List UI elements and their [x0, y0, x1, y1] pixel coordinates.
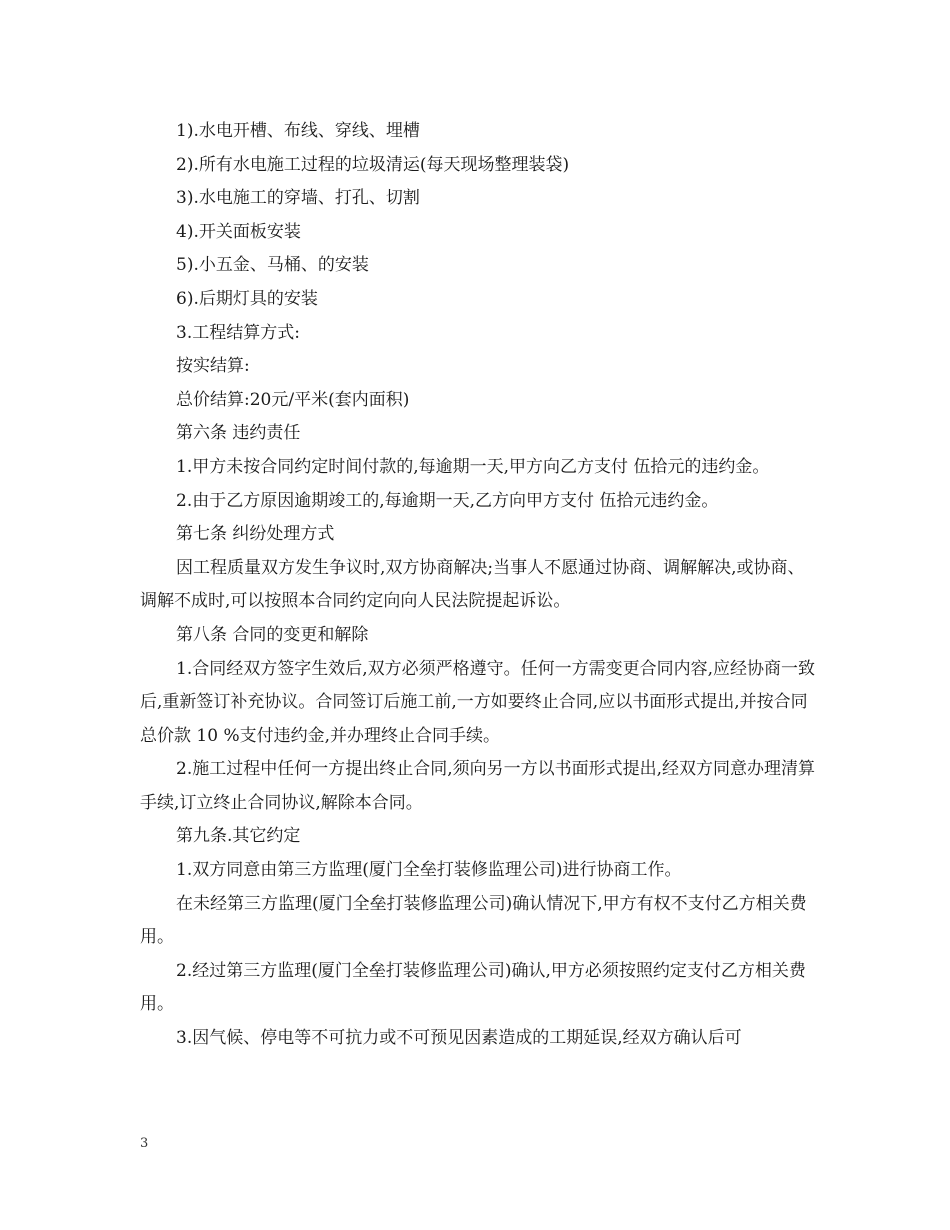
- settlement-heading: 3.工程结算方式:: [176, 322, 300, 343]
- article-9-clause-1-note: 在未经第三方监理(厦门全垒打装修监理公司)确认情况下,甲方有权不支付乙方相关费用。: [140, 893, 807, 948]
- article-8-clause-1: 1.合同经双方签字生效后,双方必须严格遵守。任何一方需变更合同内容,应经协商一致后,重新签订补充协议。合同签订后施工前,一方如要终止合同,应以书面形式提出,并按合同总价款 10 %支付违约金,并办理终止合同手续。: [140, 658, 816, 746]
- paragraph-item-4: 4).开关面板安装: [176, 221, 301, 242]
- settlement-actual: 按实结算:: [176, 356, 250, 377]
- paragraph-item-3: 3).水电施工的穿墙、打孔、切割: [176, 188, 420, 209]
- paragraph-item-2: 2).所有水电施工过程的垃圾清运(每天现场整理装袋): [176, 154, 570, 175]
- article-7-heading: 第七条 纠纷处理方式: [176, 524, 335, 545]
- document-body: [140, 115, 820, 1056]
- article-6-heading: 第六条 违约责任: [176, 423, 301, 444]
- article-9-clause-1: 1.双方同意由第三方监理(厦门全垒打装修监理公司)进行协商工作。: [176, 860, 682, 881]
- article-6-clause-2: 2.由于乙方原因逾期竣工的,每逾期一天,乙方向甲方支付 伍拾元违约金。: [176, 490, 719, 511]
- article-7-body: 因工程质量双方发生争议时,双方协商解决;当事人不愿通过协商、调解解决,或协商、调解不成时,可以按照本合同约定向向人民法院提起诉讼。: [140, 557, 805, 612]
- article-9-heading: 第九条.其它约定: [176, 826, 301, 847]
- paragraph-item-5: 5).小五金、马桶、的安装: [176, 255, 369, 276]
- page-number: 3: [140, 1136, 149, 1151]
- article-8-heading: 第八条 合同的变更和解除: [176, 624, 369, 645]
- article-9-clause-2: 2.经过第三方监理(厦门全垒打装修监理公司)确认,甲方必须按照约定支付乙方相关费用。: [140, 960, 806, 1015]
- settlement-total: 总价结算:20元/平米(套内面积): [176, 389, 410, 410]
- article-9-clause-3: 3.因气候、停电等不可抗力或不可预见因素造成的工期延误,经双方确认后可: [176, 1028, 742, 1049]
- paragraph-item-6: 6).后期灯具的安装: [176, 288, 318, 309]
- article-8-clause-2: 2.施工过程中任何一方提出终止合同,须向另一方以书面形式提出,经双方同意办理清算手续,订立终止合同协议,解除本合同。: [140, 759, 816, 813]
- article-6-clause-1: 1.甲方未按合同约定时间付款的,每逾期一天,甲方向乙方支付 伍拾元的违约金。: [176, 456, 770, 477]
- paragraph-item-1: 1).水电开槽、布线、穿线、埋槽: [176, 121, 420, 141]
